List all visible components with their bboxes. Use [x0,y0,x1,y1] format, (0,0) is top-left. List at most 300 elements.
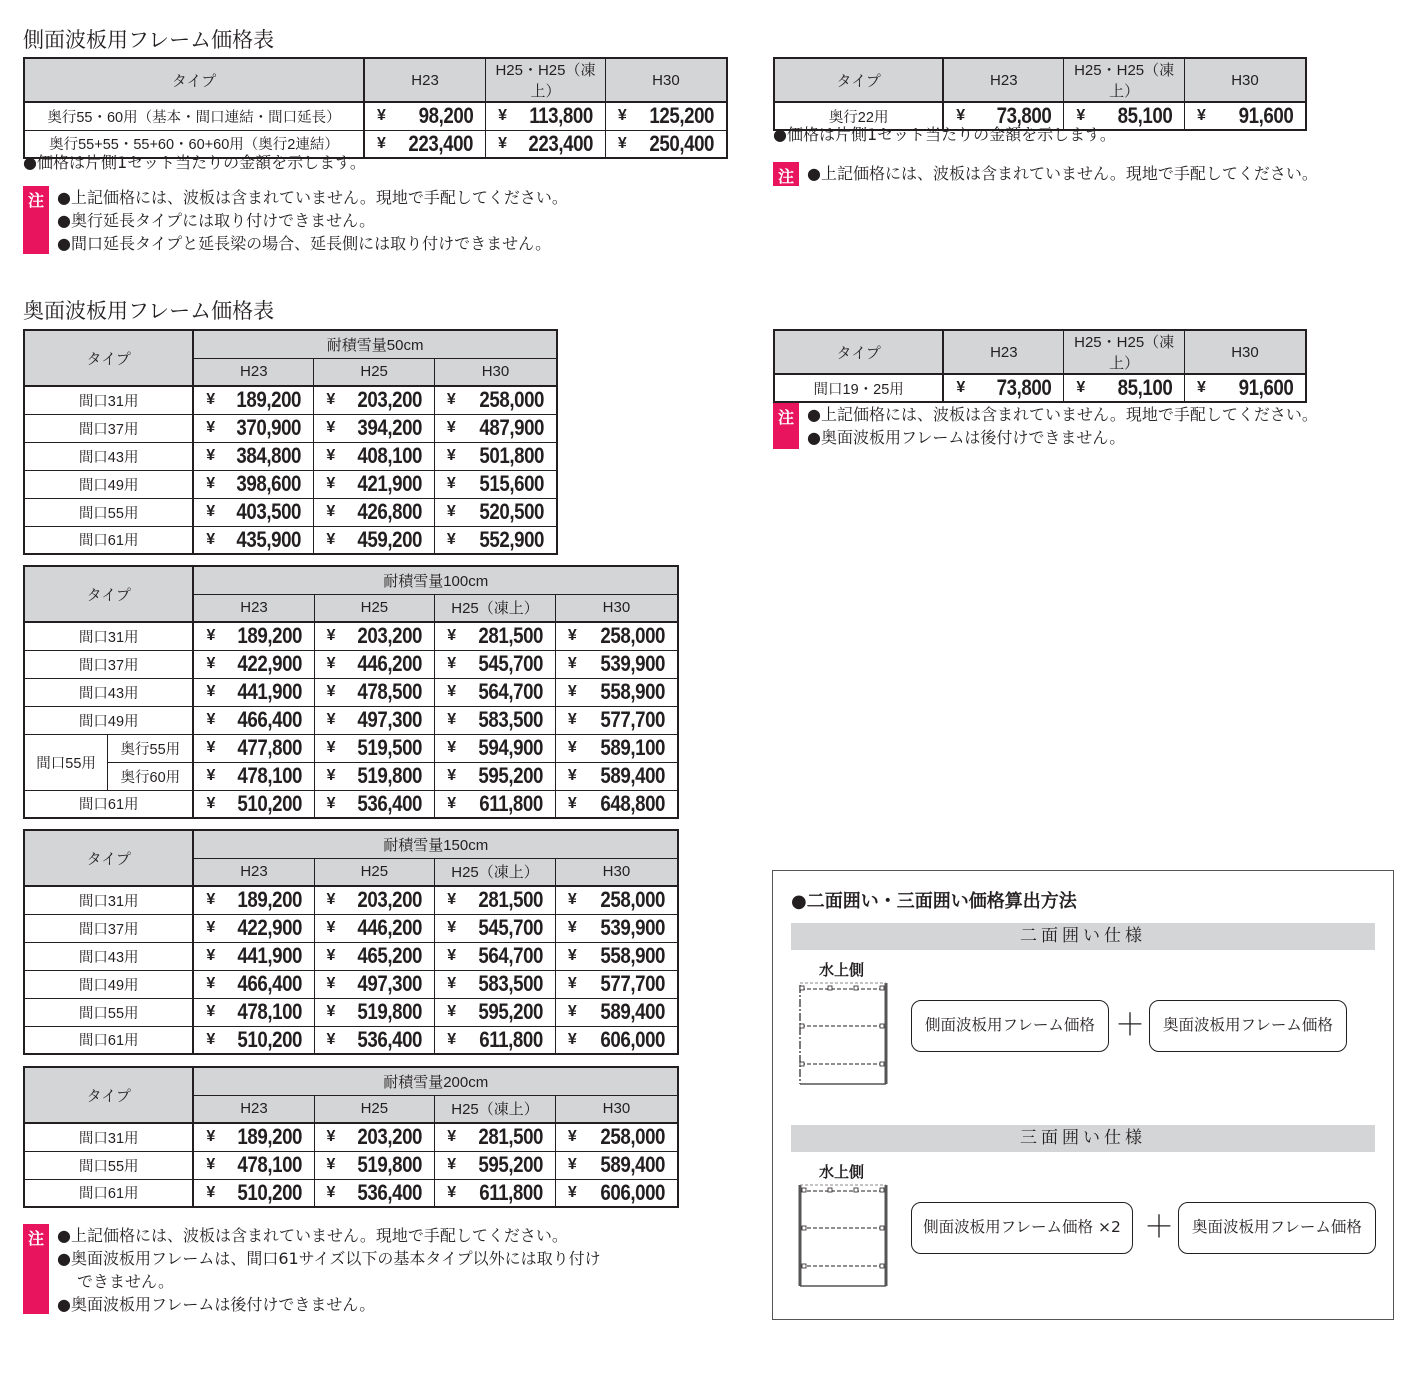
side-frame-table-b [773,57,1307,131]
price-amount: 519,800 [357,763,423,788]
price-amount: 497,300 [357,971,423,996]
yen-symbol: ¥ [206,1156,216,1173]
price-cell [314,442,435,470]
yen-symbol: ¥ [446,475,456,492]
price-cell [193,706,314,734]
price-amount: 515,600 [479,471,544,496]
caution-item: ●間口延長タイプと延長梁の場合、延長側には取り付けできません。 [57,234,552,253]
rows-50 [24,386,557,554]
yen-symbol: ¥ [326,794,336,812]
price-amount: 545,700 [478,651,543,676]
yen-symbol: ¥ [326,1128,336,1146]
yen-symbol: ¥ [567,794,577,812]
yen-symbol: ¥ [326,475,336,492]
yen-symbol: ¥ [567,739,577,756]
yen-symbol: ¥ [567,683,577,700]
price-amount: 203,200 [357,623,423,649]
price-amount: 611,800 [479,1179,543,1205]
subtype-cell: 奥行60用 [108,762,194,790]
yen-symbol: ¥ [567,711,577,728]
header-h25: H25 [314,1095,435,1123]
price-cell: ¥ 250,400 [605,130,727,158]
price-cell: ¥ 113,800 [486,102,606,130]
price-cell [434,470,557,498]
table-row [24,942,678,970]
type-cell: 間口49用 [24,970,193,998]
table-row [24,790,678,818]
yen-symbol: ¥ [326,711,336,728]
table-row [24,1123,678,1151]
type-cell: 間口31用 [24,1123,193,1151]
table-row [24,470,557,498]
price-cell [555,942,678,970]
price-amount: 558,900 [600,679,665,704]
table-row [24,650,678,678]
price-cell [435,762,556,790]
back-caution-main [23,1224,703,1314]
price-amount: 611,800 [479,790,543,816]
type-cell: 奥行55・60用（基本・間口連結・間口延長） [24,102,364,130]
price-cell [193,914,314,942]
side-frame-price-pill: 側面波板用フレーム価格 [911,1000,1109,1052]
yen-symbol: ¥ [206,1183,216,1201]
yen-symbol: ¥ [567,947,577,964]
water-upper-side-label: 水上側 [819,1163,865,1181]
header-h25-frost: H25（凍上） [435,858,556,886]
yen-symbol: ¥ [326,1030,336,1048]
price-cell [434,442,557,470]
table-row [774,374,1306,402]
price-cell [193,622,314,650]
caution-item: ●上記価格には、波板は含まれていません。現地で手配してください。 [807,164,1318,183]
table-row [24,1179,678,1207]
side-note-b: ●価格は片側1セット当たりの金額を示します。 [773,125,1116,144]
price-cell [555,706,678,734]
type-cell: 間口61用 [24,526,193,554]
yen-symbol: ¥ [206,947,216,964]
price-amount: 203,200 [357,1124,423,1150]
header-h30: H30 [555,1095,678,1123]
yen-symbol: ¥ [326,919,336,936]
header-h25: H25・H25（凍上） [486,58,606,102]
back-frame-table-200cm [23,1066,679,1208]
price-amount: 577,700 [600,707,665,732]
header-h23: H23 [943,58,1064,102]
caution-item: ●奥面波板用フレームは、間口61サイズ以下の基本タイプ以外には取り付け [57,1249,601,1268]
yen-symbol: ¥ [206,1030,216,1048]
table-row [24,998,678,1026]
price-amount: 583,500 [478,971,543,996]
price-cell [193,942,314,970]
price-cell [555,998,678,1026]
header-h25: H25 [314,858,435,886]
yen-symbol: ¥ [326,447,336,464]
price-cell [555,970,678,998]
price-cell [193,526,314,554]
header-h23: H23 [193,858,314,886]
yen-symbol: ¥ [376,107,386,125]
price-amount: 583,500 [478,707,543,732]
price-amount: 446,200 [357,651,423,676]
price-cell [314,526,435,554]
price-cell [555,650,678,678]
price-cell: ¥ 223,400 [486,130,606,158]
yen-symbol: ¥ [206,919,216,936]
table-row [24,414,557,442]
price-cell [435,970,556,998]
yen-symbol: ¥ [326,419,336,436]
back-caution-narrow [773,403,1393,449]
header-h30: H30 [434,358,557,386]
yen-symbol: ¥ [326,739,336,756]
type-cell: 間口61用 [24,790,193,818]
price-amount: 519,800 [357,999,423,1024]
header-type: タイプ [24,1067,193,1123]
price-cell: ¥ 73,800 [943,374,1064,402]
header-h25: H25 [314,594,435,622]
table-row [24,622,678,650]
type-cell: 間口55用 [24,998,193,1026]
price-cell [555,1026,678,1054]
yen-symbol: ¥ [447,1156,457,1173]
type-cell: 間口49用 [24,706,193,734]
price-amount: 465,200 [357,943,423,968]
type-cell: 間口43用 [24,442,193,470]
table-row [24,970,678,998]
price-cell [193,970,314,998]
header-h30: H30 [555,594,678,622]
price-amount: 595,200 [478,999,543,1024]
price-cell [314,678,435,706]
price-cell [435,1179,556,1207]
price-amount: 510,200 [236,1026,302,1052]
yen-symbol: ¥ [206,391,216,409]
yen-symbol: ¥ [446,391,456,409]
yen-symbol: ¥ [206,891,216,909]
side-note-a: ●価格は片側1セット当たりの金額を示します。 [23,153,366,172]
caution-item: ●奥行延長タイプには取り付けできません。 [57,211,376,230]
rows-100 [24,622,678,818]
price-cell [193,1179,314,1207]
yen-symbol: ¥ [447,794,457,812]
type-cell: 奥行22用 [774,102,943,130]
price-amount: 258,000 [600,623,665,649]
price-amount: 589,400 [600,1152,665,1177]
table-row [24,886,678,914]
type-cell: 間口31用 [24,622,193,650]
price-cell [314,414,435,442]
price-amount: 478,100 [236,1152,302,1177]
price-cell [435,734,556,762]
header-h25-frost: H25（凍上） [435,594,556,622]
price-amount: 611,800 [479,1026,543,1052]
type-cell: 間口61用 [24,1179,193,1207]
price-amount: 589,100 [600,735,665,760]
type-cell: 間口55用 [24,1151,193,1179]
back-frame-title: 奥面波板用フレーム価格表 [23,299,275,323]
yen-symbol: ¥ [567,1156,577,1173]
yen-symbol: ¥ [206,767,216,784]
table-row [24,914,678,942]
price-amount: 441,900 [236,679,302,704]
type-cell: 間口37用 [24,914,193,942]
price-amount: 189,200 [236,1124,302,1150]
price-amount: 446,200 [357,915,423,940]
side-frame-title: 側面波板用フレーム価格表 [23,28,275,52]
price-amount: 552,900 [479,526,544,552]
yen-symbol: ¥ [447,1003,457,1020]
price-amount: 422,900 [236,915,302,940]
price-amount: 466,400 [236,707,302,732]
price-cell [314,470,435,498]
price-cell [434,526,557,554]
price-cell [193,886,314,914]
side-caution-b [773,162,1393,186]
yen-symbol: ¥ [326,627,336,645]
price-amount: 545,700 [478,915,543,940]
price-amount: 478,100 [236,999,302,1024]
price-amount: 558,900 [600,943,665,968]
header-snow-load: 耐積雪量50cm [193,330,557,358]
yen-symbol: ¥ [567,627,577,645]
price-amount: 519,800 [357,1152,423,1177]
price-amount: 606,000 [600,1179,665,1205]
caution-badge: 注 [23,186,49,254]
price-amount: 577,700 [600,971,665,996]
price-cell [314,1179,435,1207]
price-cell [314,650,435,678]
price-amount: 408,100 [357,443,422,468]
price-cell [555,678,678,706]
price-amount: 564,700 [478,943,543,968]
back-frame-price-pill: 奥面波板用フレーム価格 [1149,1000,1347,1052]
header-h25: H25・H25（凍上） [1064,330,1185,374]
type-cell: 間口19・25用 [774,374,943,402]
price-cell [314,706,435,734]
yen-symbol: ¥ [447,1128,457,1146]
yen-symbol: ¥ [206,503,216,520]
yen-symbol: ¥ [447,739,457,756]
yen-symbol: ¥ [326,975,336,992]
plus-icon: ＋ [1144,1210,1174,1245]
price-amount: 606,000 [600,1026,665,1052]
header-h30: H30 [1184,58,1306,102]
price-cell [555,1123,678,1151]
price-cell [314,942,435,970]
type-cell: 間口37用 [24,414,193,442]
caution-badge: 注 [23,1224,49,1314]
price-amount: 459,200 [357,526,422,552]
price-amount: 510,200 [236,790,302,816]
price-cell [435,942,556,970]
price-cell [555,1151,678,1179]
price-amount: 478,100 [236,763,302,788]
price-cell [193,998,314,1026]
yen-symbol: ¥ [206,627,216,645]
header-h23: H23 [943,330,1064,374]
three-side-plan-diagram [798,1183,888,1288]
header-h23: H23 [193,358,314,386]
price-amount: 497,300 [357,707,423,732]
price-cell [555,1179,678,1207]
price-amount: 536,400 [357,1179,423,1205]
table-row [24,386,557,414]
two-side-band: 二面囲い仕様 [791,923,1375,950]
price-amount: 595,200 [478,1152,543,1177]
side-frame-price-x2-pill: 側面波板用フレーム価格 ×2 [911,1202,1133,1254]
price-cell [314,762,435,790]
price-amount: 564,700 [478,679,543,704]
price-amount: 258,000 [479,387,544,413]
price-cell [435,914,556,942]
table-row [24,678,678,706]
price-cell [435,998,556,1026]
price-amount: 421,900 [357,471,422,496]
price-amount: 539,900 [600,915,665,940]
rows-200 [24,1123,678,1207]
price-cell [193,442,314,470]
yen-symbol: ¥ [447,1030,457,1048]
yen-symbol: ¥ [447,683,457,700]
plus-icon: ＋ [1115,1008,1145,1043]
price-cell [193,470,314,498]
yen-symbol: ¥ [447,655,457,672]
price-cell [193,1026,314,1054]
header-snow-load: 耐積雪量150cm [193,830,678,858]
yen-symbol: ¥ [326,503,336,520]
yen-symbol: ¥ [206,419,216,436]
price-amount: 539,900 [600,651,665,676]
yen-symbol: ¥ [567,767,577,784]
yen-symbol: ¥ [567,1003,577,1020]
price-cell: ¥ 73,800 [943,102,1064,130]
header-snow-load: 耐積雪量200cm [193,1067,678,1095]
price-cell [314,914,435,942]
price-amount: 370,900 [236,415,302,440]
yen-symbol: ¥ [446,419,456,436]
yen-symbol: ¥ [326,767,336,784]
price-amount: 589,400 [600,999,665,1024]
header-type: タイプ [774,330,943,374]
yen-symbol: ¥ [206,1003,216,1020]
price-amount: 403,500 [236,499,302,524]
price-cell [434,498,557,526]
price-amount: 435,900 [236,526,302,552]
header-type: タイプ [24,566,193,622]
yen-symbol: ¥ [326,391,336,409]
yen-symbol: ¥ [326,655,336,672]
price-amount: 281,500 [478,887,543,913]
caution-item: ●上記価格には、波板は含まれていません。現地で手配してください。 [807,405,1318,424]
price-amount: 536,400 [357,1026,423,1052]
table-row [24,1026,678,1054]
yen-symbol: ¥ [447,711,457,728]
price-amount: 441,900 [236,943,302,968]
yen-symbol: ¥ [206,447,216,464]
header-h23: H23 [193,1095,314,1123]
yen-symbol: ¥ [446,447,456,464]
price-amount: 422,900 [236,651,302,676]
yen-symbol: ¥ [567,1030,577,1048]
price-cell [555,914,678,942]
price-amount: 487,900 [479,415,544,440]
price-cell [555,622,678,650]
three-side-band: 三面囲い仕様 [791,1125,1375,1152]
yen-symbol: ¥ [567,1183,577,1201]
table-row [24,526,557,554]
price-cell [193,386,314,414]
yen-symbol: ¥ [326,1183,336,1201]
caution-item: ●奥面波板用フレームは後付けできません。 [57,1295,376,1314]
type-cell: 間口55用 [24,734,108,790]
price-cell [434,386,557,414]
price-amount: 501,800 [479,443,544,468]
header-type: タイプ [774,58,943,102]
price-cell: ¥ 85,100 [1064,102,1185,130]
table-row [24,498,557,526]
yen-symbol: ¥ [206,530,216,548]
yen-symbol: ¥ [206,655,216,672]
two-side-plan-diagram [798,981,888,1086]
yen-symbol: ¥ [567,891,577,909]
type-cell: 間口43用 [24,942,193,970]
yen-symbol: ¥ [206,794,216,812]
price-cell [555,762,678,790]
back-frame-table-100cm [23,565,679,819]
price-amount: 519,500 [357,735,423,760]
water-upper-side-label: 水上側 [819,961,865,979]
yen-symbol: ¥ [446,503,456,520]
header-type: タイプ [24,58,364,102]
price-cell [193,1151,314,1179]
price-amount: 510,200 [236,1179,302,1205]
price-amount: 189,200 [236,387,302,413]
price-amount: 189,200 [236,887,302,913]
back-frame-table-50cm [23,329,558,555]
price-cell [314,1123,435,1151]
rows-150 [24,886,678,1054]
header-h23: H23 [193,594,314,622]
price-cell [314,622,435,650]
yen-symbol: ¥ [567,655,577,672]
table-row [24,706,678,734]
price-cell [435,678,556,706]
price-amount: 466,400 [236,971,302,996]
yen-symbol: ¥ [447,975,457,992]
price-amount: 203,200 [357,887,423,913]
yen-symbol: ¥ [206,683,216,700]
price-cell [193,414,314,442]
yen-symbol: ¥ [447,627,457,645]
price-cell [555,886,678,914]
table-row [24,734,678,762]
price-cell [193,498,314,526]
type-cell: 間口37用 [24,650,193,678]
price-amount: 258,000 [600,887,665,913]
price-amount: 536,400 [357,790,423,816]
price-cell [314,1026,435,1054]
back-frame-price-pill: 奥面波板用フレーム価格 [1178,1202,1376,1254]
yen-symbol: ¥ [447,947,457,964]
price-amount: 594,900 [478,735,543,760]
type-cell: 間口61用 [24,1026,193,1054]
price-cell [435,886,556,914]
price-cell [435,706,556,734]
price-amount: 478,500 [357,679,423,704]
header-h25-frost: H25（凍上） [435,1095,556,1123]
yen-symbol: ¥ [447,767,457,784]
price-amount: 281,500 [478,1124,543,1150]
